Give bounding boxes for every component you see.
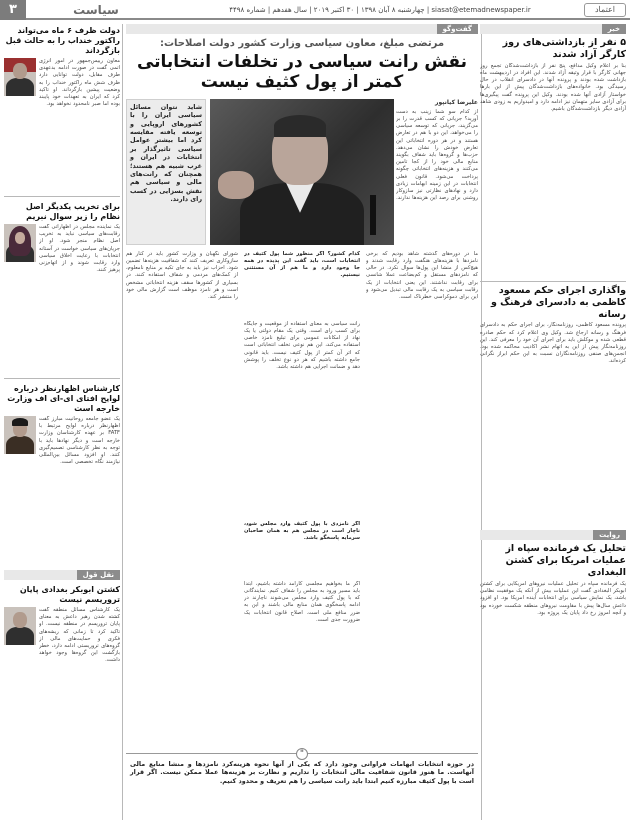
tag-bar (4, 570, 120, 580)
section-tag: نقل قول (77, 570, 120, 580)
news-story (4, 382, 120, 566)
bottom-quote-box (126, 748, 478, 819)
page-header (0, 0, 630, 20)
section-tag: گفت‌وگو (437, 24, 478, 34)
story-body: بنا بر اعلام وکیل مدافع، پنج نفر از بازداشت‌شدگان تجمع روز جهانی کارگر با قرار وثیقه آزاد شدند. این افراد در اردیبهشت ماه بازداشت شده بودند و پرونده آنها در دادسرای انقلاب در حال رسیدگی بود. خانواده‌های بازداشت‌شدگان پیش از این بارها خواستار آزادی آنها شده بودند. وکیل این پرونده گفت پیگیری‌ها برای آزادی سایر متهمان نیز ادامه دارد و امیدواریم به زودی شاهد آزادی دیگر بازداشت‌شدگان باشیم. (480, 62, 626, 112)
story-body: معاون رییس‌جمهور در امور انرژی اتمی گفت در صورت ادامه بدعهدی طرف مقابل، دولت توانایی دارد ظرف شش ماه راکتور خنداب را به وضعیت پیشین بازگرداند. او تاکید کرد که ایران به تعهدات خود پایبند بوده اما صبر نامحدود نخواهد بود. (39, 58, 120, 108)
bottom-pull-quote: در حوزه انتخابات ابهامات فراوانی وجود دارد که یکی از آنها نحوه هزینه‌کرد نامزدها و منشا منابع مالی آنهاست. ما هنوز قانون شفافیت مالی انتخابات را نداریم و نظارت بر هزینه‌ها عملا ممکن نیست. اگر قرار است با پول کثیف مبارزه کنیم ابتدا باید رانت سیاسی را هم تعریف و محدود کنیم. (130, 759, 474, 785)
story-body: یک عضو جامعه روحانیت مبارز گفت اظهارنظر درباره لوایح مرتبط با FATF بر عهده کارشناسان وزارت خارجه است و دیگر نهادها باید با توجه به نظر کارشناسی تصمیم‌گیری کنند. او افزود مسائل بین‌المللی نیازمند نگاه تخصصی است. (39, 416, 120, 466)
news-story (480, 37, 626, 277)
tag-bar (126, 24, 478, 34)
portrait-avatar (4, 58, 36, 96)
article-body (126, 99, 478, 819)
story-body: یک فرمانده سپاه در تحلیل عملیات نیروهای امریکایی برای کشتن ابوبکر البغدادی گفت این عملیات بیش از آنکه یک موفقیت نظامی باشد، یک نمایش سیاسی برای انتخابات آینده امریکا بود. او افزود داعش سال‌ها پیش با مقاومت نیروهای منطقه شکست خورده بود و آنچه امروز رخ داد پایان یک پروژه بود. (480, 581, 626, 616)
story-body: یک کارشناس مسائل منطقه گفت کشته شدن رهبر داعش به معنای پایان تروریسم در منطقه نیست. او تاکید کرد تا زمانی که ریشه‌های فکری و حمایت‌های مالی از گروه‌های تروریستی ادامه دارد، خطر بازگشت این گروه‌ها وجود خواهد داشت. (39, 607, 120, 664)
right-column (480, 24, 626, 820)
portrait-photo (210, 99, 394, 245)
news-story (4, 200, 120, 374)
divider (4, 196, 120, 197)
section-tag: خبر (602, 24, 626, 34)
column-rule (122, 24, 123, 820)
section-tag: روایت (593, 530, 626, 540)
pull-quote: شاید نتوان مسائل سیاسی ایران را با کشورهای اروپایی و توسعه یافته مقایسه کرد اما بیشتر عوامل سیاسی تاثیرگذار بر انتخابات در ایران و غرب شبیه هم هستند؛ همچنان که رانت‌های مالی و سیاسی هم نقش بسزایی در کسب رای دارند. (130, 102, 202, 204)
quote-mark-icon: " (296, 748, 308, 760)
article-question: اگر نامزدی با پول کثیف وارد مجلس شود، ناچار است در مجلس هم به همان صاحبان سرمایه پاسخگو باشد. (244, 520, 360, 542)
article-text: از کدام سو شما زینب به دست آورید؟ جریانی که کسب قدرت را بر می‌گزیند، جریانی که توسعه سیاسی را می‌خواهد، این دو با هم در تعارض هستند و در هر دوره انتخاباتی این تعارض خودش را نشان می‌دهد. حزب‌ها و گروه‌ها باید شفاف بگویند منابع مالی خود را از کجا تامین می‌کنند و هزینه‌های انتخاباتی چگونه پرداخت می‌شود. قانون فعلی انتخابات در این زمینه ابهامات زیادی دارد و نهادهای نظارتی نیز سازوکار روشنی برای رصد این هزینه‌ها ندارند. (396, 108, 478, 202)
divider (480, 281, 626, 282)
story-headline: تحلیل یک فرمانده سپاه از عملیات امریکا برای کشتن البغدادی (505, 543, 626, 579)
article-text: شورای نگهبان و وزارت کشور باید در کنار هم سازوکاری تعریف کنند که شفافیت هزینه‌ها تضمین شود. احزاب نیز باید به جای تکیه بر منابع نامعلوم، از کمک‌های مردمی و شفاف استفاده کنند. در بسیاری از کشورها سقف هزینه انتخاباتی مشخص است و هر نامزد موظف است گزارش مالی خود را منتشر کند. (126, 250, 238, 300)
news-story (480, 285, 626, 527)
story-body: یک نماینده مجلس در اظهاراتی گفت رقابت‌های سیاسی نباید به تخریب اصل نظام منجر شود. او از جریان‌های سیاسی خواست در آستانه انتخابات با رعایت اخلاق سیاسی وارد رقابت شوند و از اتهام‌زنی پرهیز کنند. (39, 224, 120, 274)
author-byline: علیرضا کیانپور (435, 98, 478, 106)
section-label: سیاست (73, 3, 119, 17)
masthead-logo: اعتماد (584, 3, 626, 17)
portrait-avatar (4, 224, 36, 262)
story-headline: واگذاری اجرای حکم مسعود کاظمی به دادسرای فرهنگ و رسانه (490, 284, 626, 320)
portrait-avatar (4, 416, 36, 454)
article-headline: نقش رانت سیاسی در تخلفات انتخاباتی کمتر از پول کثیف نیست (136, 52, 468, 93)
news-story (4, 24, 120, 192)
article-text: اگر ما بخواهیم مجلسی کارآمد داشته باشیم، ابتدا باید مسیر ورود به مجلس را شفاف کنیم. نمایندگانی که با پول کثیف وارد مجلس می‌شوند ناچارند در ادامه پاسخگوی همان منابع مالی باشند و این به ضرر منافع ملی است. اصلاح قانون انتخابات یک ضرورت جدی است. (244, 580, 360, 623)
page-number: ۳ (0, 0, 26, 20)
story-headline: کشتن ابوبکر بغدادی پایان تروریسم نیست (19, 585, 120, 604)
left-column (4, 24, 120, 820)
story-headline: کارشناس اظهارنظر درباره لوایح افتای ای-ای اف وزارت خارجه است (7, 384, 120, 413)
tag-bar (480, 24, 626, 34)
story-headline: برای تخریب یکدیگر اصل نظام را زیر سوال نبریم (25, 202, 120, 221)
header-meta: siasat@etemadnewspaper.ir | چهارشنبه ۸ آبان ۱۳۹۸ | ۳۰ اکتبر ۲۰۱۹ | سال هفدهم | شماره ۴۴۹۸ (229, 6, 531, 14)
article-text-column (244, 251, 360, 739)
tag-bar (480, 530, 626, 540)
article-text: ما در دوره‌های گذشته شاهد بودیم که برخی نامزدها با هزینه‌های هنگفت وارد رقابت شدند و هیچ‌کس از منشا این پول‌ها سوال نکرد. در حالی که نامزدهای مستقل و کم‌بضاعت عملا شانسی برای رقابت نداشتند. این یعنی انتخابات از یک رقابت سیاسی به یک رقابت مالی تبدیل می‌شود و این برای دموکراسی خطرناک است. (366, 250, 478, 300)
story-body: پرونده مسعود کاظمی، روزنامه‌نگار، برای اجرای حکم به دادسرای فرهنگ و رسانه ارجاع شد. وکیل وی اعلام کرد که حکم صادره قطعی شده و موکلش باید برای اجرای آن خود را معرفی کند. این روزنامه‌نگار پیش از این به اتهام نشر اکاذیب محاکمه شده بود. انجمن‌های صنفی روزنامه‌نگاران نسبت به این حکم ابراز نگرانی کرده‌اند. (480, 322, 626, 365)
story-headline: ۵ نفر از بازداشتی‌های روز کارگر آزاد شدند (502, 37, 626, 60)
article-question: کدام کشور؟ اگر منظور شما پول کثیف در انتخابات است، باید گفت این پدیده در همه جا وجود دارد و ما هم از آن مستثنی نیستیم. (244, 250, 360, 279)
article-kicker: مرتضی مبلغ، معاون سیاسی وزارت کشور دولت اصلاحات: (159, 38, 445, 49)
main-column (126, 24, 478, 820)
news-story (4, 583, 120, 777)
news-story (480, 543, 626, 811)
pull-quote-box (126, 99, 206, 245)
divider (4, 378, 120, 379)
portrait-avatar (4, 607, 36, 645)
story-headline: دولت ظرف ۶ ماه می‌تواند راکتور خنداب را به حالت قبل بازگرداند (5, 26, 120, 55)
article-text: رانت سیاسی به معنای استفاده از موقعیت و جایگاه برای کسب رای است. وقتی یک مقام دولتی یا یک نهاد از امکانات عمومی برای تبلیغ نامزد خاصی استفاده می‌کند، این هم نوعی تخلف انتخاباتی است که اثر آن کمتر از پول کثیف نیست. باید قانونی جامع داشته باشیم که هر دو نوع تخلف را پوشش دهد و ضمانت اجرایی هم داشته باشد. (244, 320, 360, 370)
